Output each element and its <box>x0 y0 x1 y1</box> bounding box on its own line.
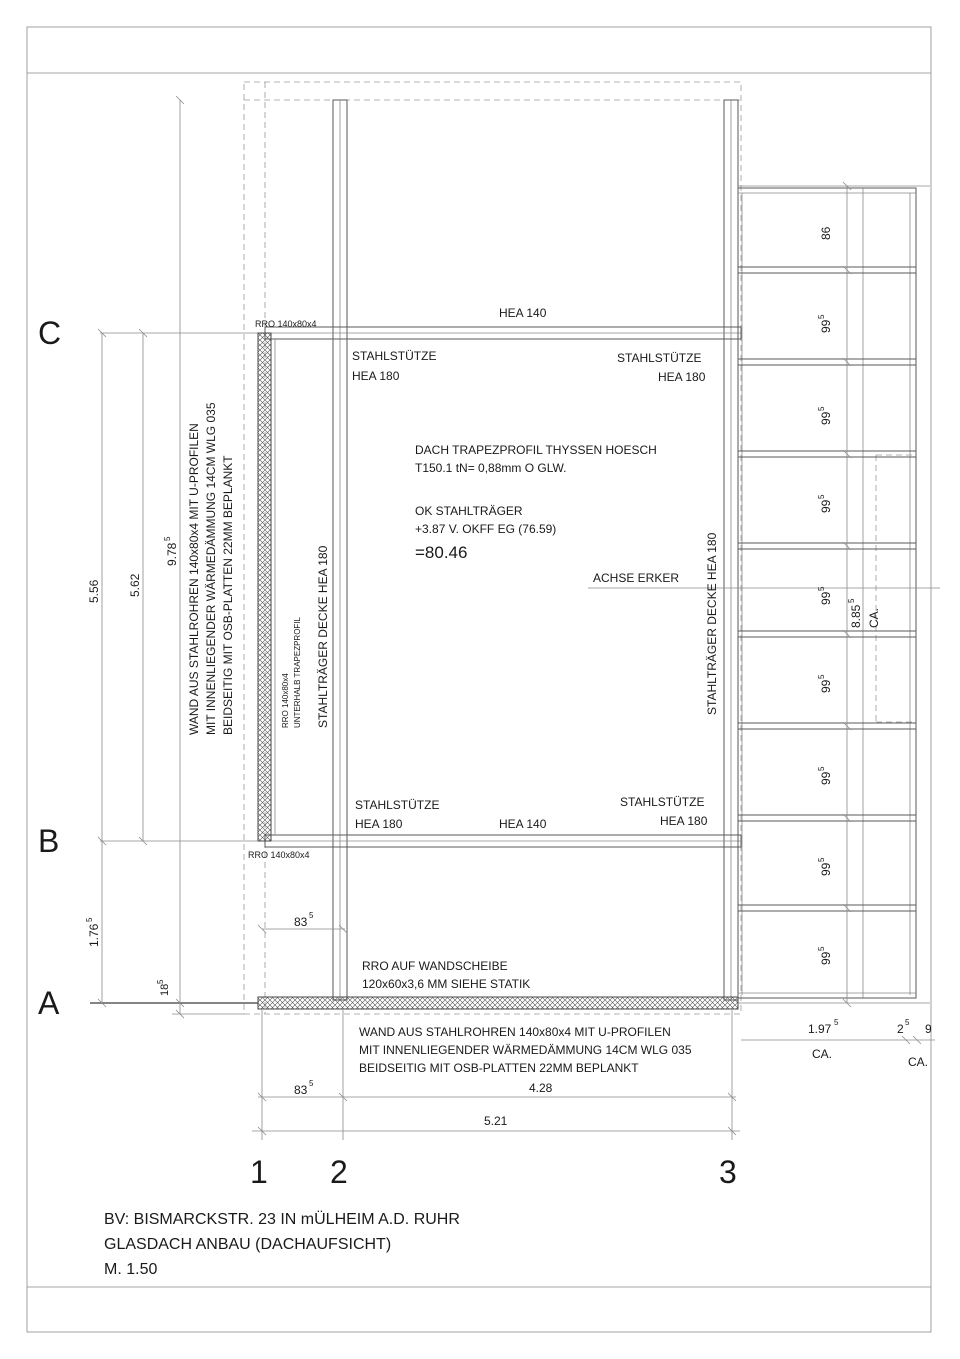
svg-text:83: 83 <box>294 915 308 929</box>
svg-text:9.78: 9.78 <box>165 542 179 566</box>
traeger-right-label: STAHLTRÄGER DECKE HEA 180 <box>705 532 719 715</box>
svg-text:STAHLSTÜTZE: STAHLSTÜTZE <box>620 795 705 809</box>
axis-label-c: C <box>38 315 62 351</box>
dim-ca-vertical: CA. <box>867 607 881 628</box>
svg-text:HEA 180: HEA 180 <box>660 814 708 828</box>
svg-text:STAHLSTÜTZE: STAHLSTÜTZE <box>352 349 437 363</box>
stuetze-bottom-left <box>355 798 439 831</box>
mullion-7 <box>738 815 916 821</box>
dim-4-28: 4.28 <box>529 1081 553 1095</box>
svg-text:99: 99 <box>819 499 833 513</box>
svg-text:RRO AUF WANDSCHEIBE: RRO AUF WANDSCHEIBE <box>362 959 508 973</box>
mullion-6 <box>738 723 916 729</box>
axis-label-3: 3 <box>719 1154 737 1190</box>
svg-text:99: 99 <box>819 951 833 965</box>
svg-text:5: 5 <box>156 979 165 984</box>
mullion-8 <box>738 905 916 911</box>
glazing-dimensions <box>817 314 833 965</box>
title-line-2: GLASDACH ANBAU (DACHAUFSICHT) <box>104 1236 392 1253</box>
svg-text:5: 5 <box>817 946 826 951</box>
dim-99-3 <box>817 494 833 513</box>
dimension-lines-right <box>843 182 851 1007</box>
rro-wand-note <box>362 959 530 991</box>
svg-text:5: 5 <box>834 1018 839 1027</box>
dim-5-56: 5.56 <box>87 579 101 603</box>
svg-text:1.97: 1.97 <box>808 1022 832 1036</box>
svg-text:5: 5 <box>85 917 94 922</box>
dim-5-62: 5.62 <box>128 573 142 597</box>
beam-label-hea140-top: HEA 140 <box>499 306 547 320</box>
dim-86: 86 <box>819 226 833 240</box>
column-right <box>724 100 738 1000</box>
dim-99-5 <box>817 674 833 693</box>
glazing-grid <box>738 186 930 1003</box>
title-line-1: BV: BISMARCKSTR. 23 IN mÜLHEIM A.D. RUHR <box>104 1211 460 1228</box>
svg-text:120x60x3,6 MM SIEHE STATIK: 120x60x3,6 MM SIEHE STATIK <box>362 977 531 991</box>
axis-label-b: B <box>38 823 60 859</box>
stuetze-bottom-right <box>620 795 708 828</box>
glazing-mullions <box>738 266 916 912</box>
mullion-3 <box>738 451 916 457</box>
traeger-left-label: STAHLTRÄGER DECKE HEA 180 <box>316 545 330 728</box>
dim-99-2 <box>817 406 833 425</box>
svg-text:5: 5 <box>309 1079 314 1088</box>
dim-83-upper <box>294 911 314 929</box>
mullion-2 <box>738 359 916 365</box>
svg-text:HEA 180: HEA 180 <box>352 369 400 383</box>
svg-text:5: 5 <box>817 674 826 679</box>
svg-text:99: 99 <box>819 411 833 425</box>
beam-label-rro-top: RRO 140x80x4 <box>255 319 317 329</box>
achse-erker-label: ACHSE ERKER <box>593 571 680 585</box>
dim-99-8 <box>817 946 833 965</box>
dim-18 <box>156 979 171 996</box>
dim-1-76 <box>85 917 101 947</box>
beam-bottom <box>100 835 741 847</box>
svg-text:HEA 180: HEA 180 <box>658 370 706 384</box>
dim-99-6 <box>817 766 833 785</box>
svg-text:STAHLSTÜTZE: STAHLSTÜTZE <box>355 798 440 812</box>
svg-text:DACH TRAPEZPROFIL THYSSEN HOES: DACH TRAPEZPROFIL THYSSEN HOESCH <box>415 443 657 457</box>
svg-text:WAND AUS STAHLROHREN 140x80x4: WAND AUS STAHLROHREN 140x80x4 MIT U-PROFILEN <box>187 423 201 735</box>
dim-83-lower <box>294 1079 314 1097</box>
svg-text:5: 5 <box>905 1018 910 1027</box>
svg-text:18: 18 <box>159 983 171 996</box>
dim-99-4 <box>817 586 833 605</box>
svg-text:1.76: 1.76 <box>87 923 101 947</box>
svg-text:BEIDSEITIG MIT OSB-PLATTEN 22M: BEIDSEITIG MIT OSB-PLATTEN 22MM BEPLANKT <box>359 1061 639 1075</box>
svg-text:5: 5 <box>817 314 826 319</box>
wall-left <box>258 333 275 841</box>
svg-text:2: 2 <box>897 1022 904 1036</box>
svg-text:=80.46: =80.46 <box>415 543 468 562</box>
roof-note <box>415 443 657 475</box>
svg-text:OK STAHLTRÄGER: OK STAHLTRÄGER <box>415 504 523 518</box>
svg-text:5: 5 <box>847 598 856 603</box>
svg-text:83: 83 <box>294 1083 308 1097</box>
svg-text:5: 5 <box>163 536 172 541</box>
dim-99-7 <box>817 857 833 876</box>
svg-text:HEA 180: HEA 180 <box>355 817 403 831</box>
svg-text:99: 99 <box>819 771 833 785</box>
dim-8-85 <box>847 598 863 628</box>
svg-text:BEIDSEITIG MIT OSB-PLATTEN 22M: BEIDSEITIG MIT OSB-PLATTEN 22MM BEPLANKT <box>221 455 235 735</box>
mullion-1 <box>738 267 916 273</box>
wall-bottom <box>90 997 738 1009</box>
axis-label-1: 1 <box>250 1154 268 1190</box>
beam-top <box>100 327 741 339</box>
svg-text:99: 99 <box>819 591 833 605</box>
title-block <box>104 1210 460 1278</box>
svg-text:+3.87 V. OKFF EG (76.59): +3.87 V. OKFF EG (76.59) <box>415 522 557 536</box>
ok-note <box>415 504 556 562</box>
svg-text:99: 99 <box>819 679 833 693</box>
svg-text:STAHLSTÜTZE: STAHLSTÜTZE <box>617 351 702 365</box>
svg-text:MIT INNENLIEGENDER WÄRMEDÄMMUN: MIT INNENLIEGENDER WÄRMEDÄMMUNG 14CM WLG 035 <box>359 1043 692 1057</box>
svg-text:99: 99 <box>819 862 833 876</box>
svg-text:5: 5 <box>817 766 826 771</box>
svg-text:8.85: 8.85 <box>849 604 863 628</box>
wall-note-horizontal <box>359 1025 692 1075</box>
svg-text:5: 5 <box>817 494 826 499</box>
dim-2 <box>897 1018 910 1036</box>
dim-99-1 <box>817 314 833 333</box>
beam-label-rro-bottom: RRO 140x80x4 <box>248 850 310 860</box>
dim-1-97 <box>808 1018 839 1036</box>
svg-text:MIT INNENLIEGENDER WÄRMEDÄMMUN: MIT INNENLIEGENDER WÄRMEDÄMMUNG 14CM WLG 035 <box>204 402 218 735</box>
mullion-5 <box>738 631 916 637</box>
dim-9-78 <box>163 536 179 566</box>
svg-text:5: 5 <box>817 406 826 411</box>
beam-label-hea140-bottom: HEA 140 <box>499 817 547 831</box>
svg-text:99: 99 <box>819 319 833 333</box>
svg-text:T150.1 tN= 0,88mm O GLW.: T150.1 tN= 0,88mm O GLW. <box>415 461 567 475</box>
svg-text:5: 5 <box>309 911 314 920</box>
stuetze-top-right <box>617 351 706 384</box>
axis-label-a: A <box>38 985 60 1021</box>
svg-text:WAND AUS STAHLROHREN 140x80x4: WAND AUS STAHLROHREN 140x80x4 MIT U-PROFILEN <box>359 1025 671 1039</box>
axis-label-2: 2 <box>330 1154 348 1190</box>
dim-ca-1: CA. <box>812 1047 833 1061</box>
wall-note-vertical <box>187 402 235 735</box>
title-line-3: M. 1.50 <box>104 1261 158 1278</box>
mullion-4 <box>738 543 916 549</box>
dim-9: 9 <box>925 1022 932 1036</box>
svg-text:5: 5 <box>817 857 826 862</box>
stuetze-top-left <box>352 349 436 383</box>
rro-vertical-label-2: UNTERHALB TRAPEZPROFIL <box>293 617 302 728</box>
column-left <box>333 100 347 1000</box>
dim-ca-2: CA. <box>908 1055 929 1069</box>
sheet-frame <box>27 27 931 1332</box>
svg-text:5: 5 <box>817 586 826 591</box>
rro-vertical-label-1: RRO 140x80x4 <box>281 673 290 728</box>
dim-5-21: 5.21 <box>484 1114 508 1128</box>
